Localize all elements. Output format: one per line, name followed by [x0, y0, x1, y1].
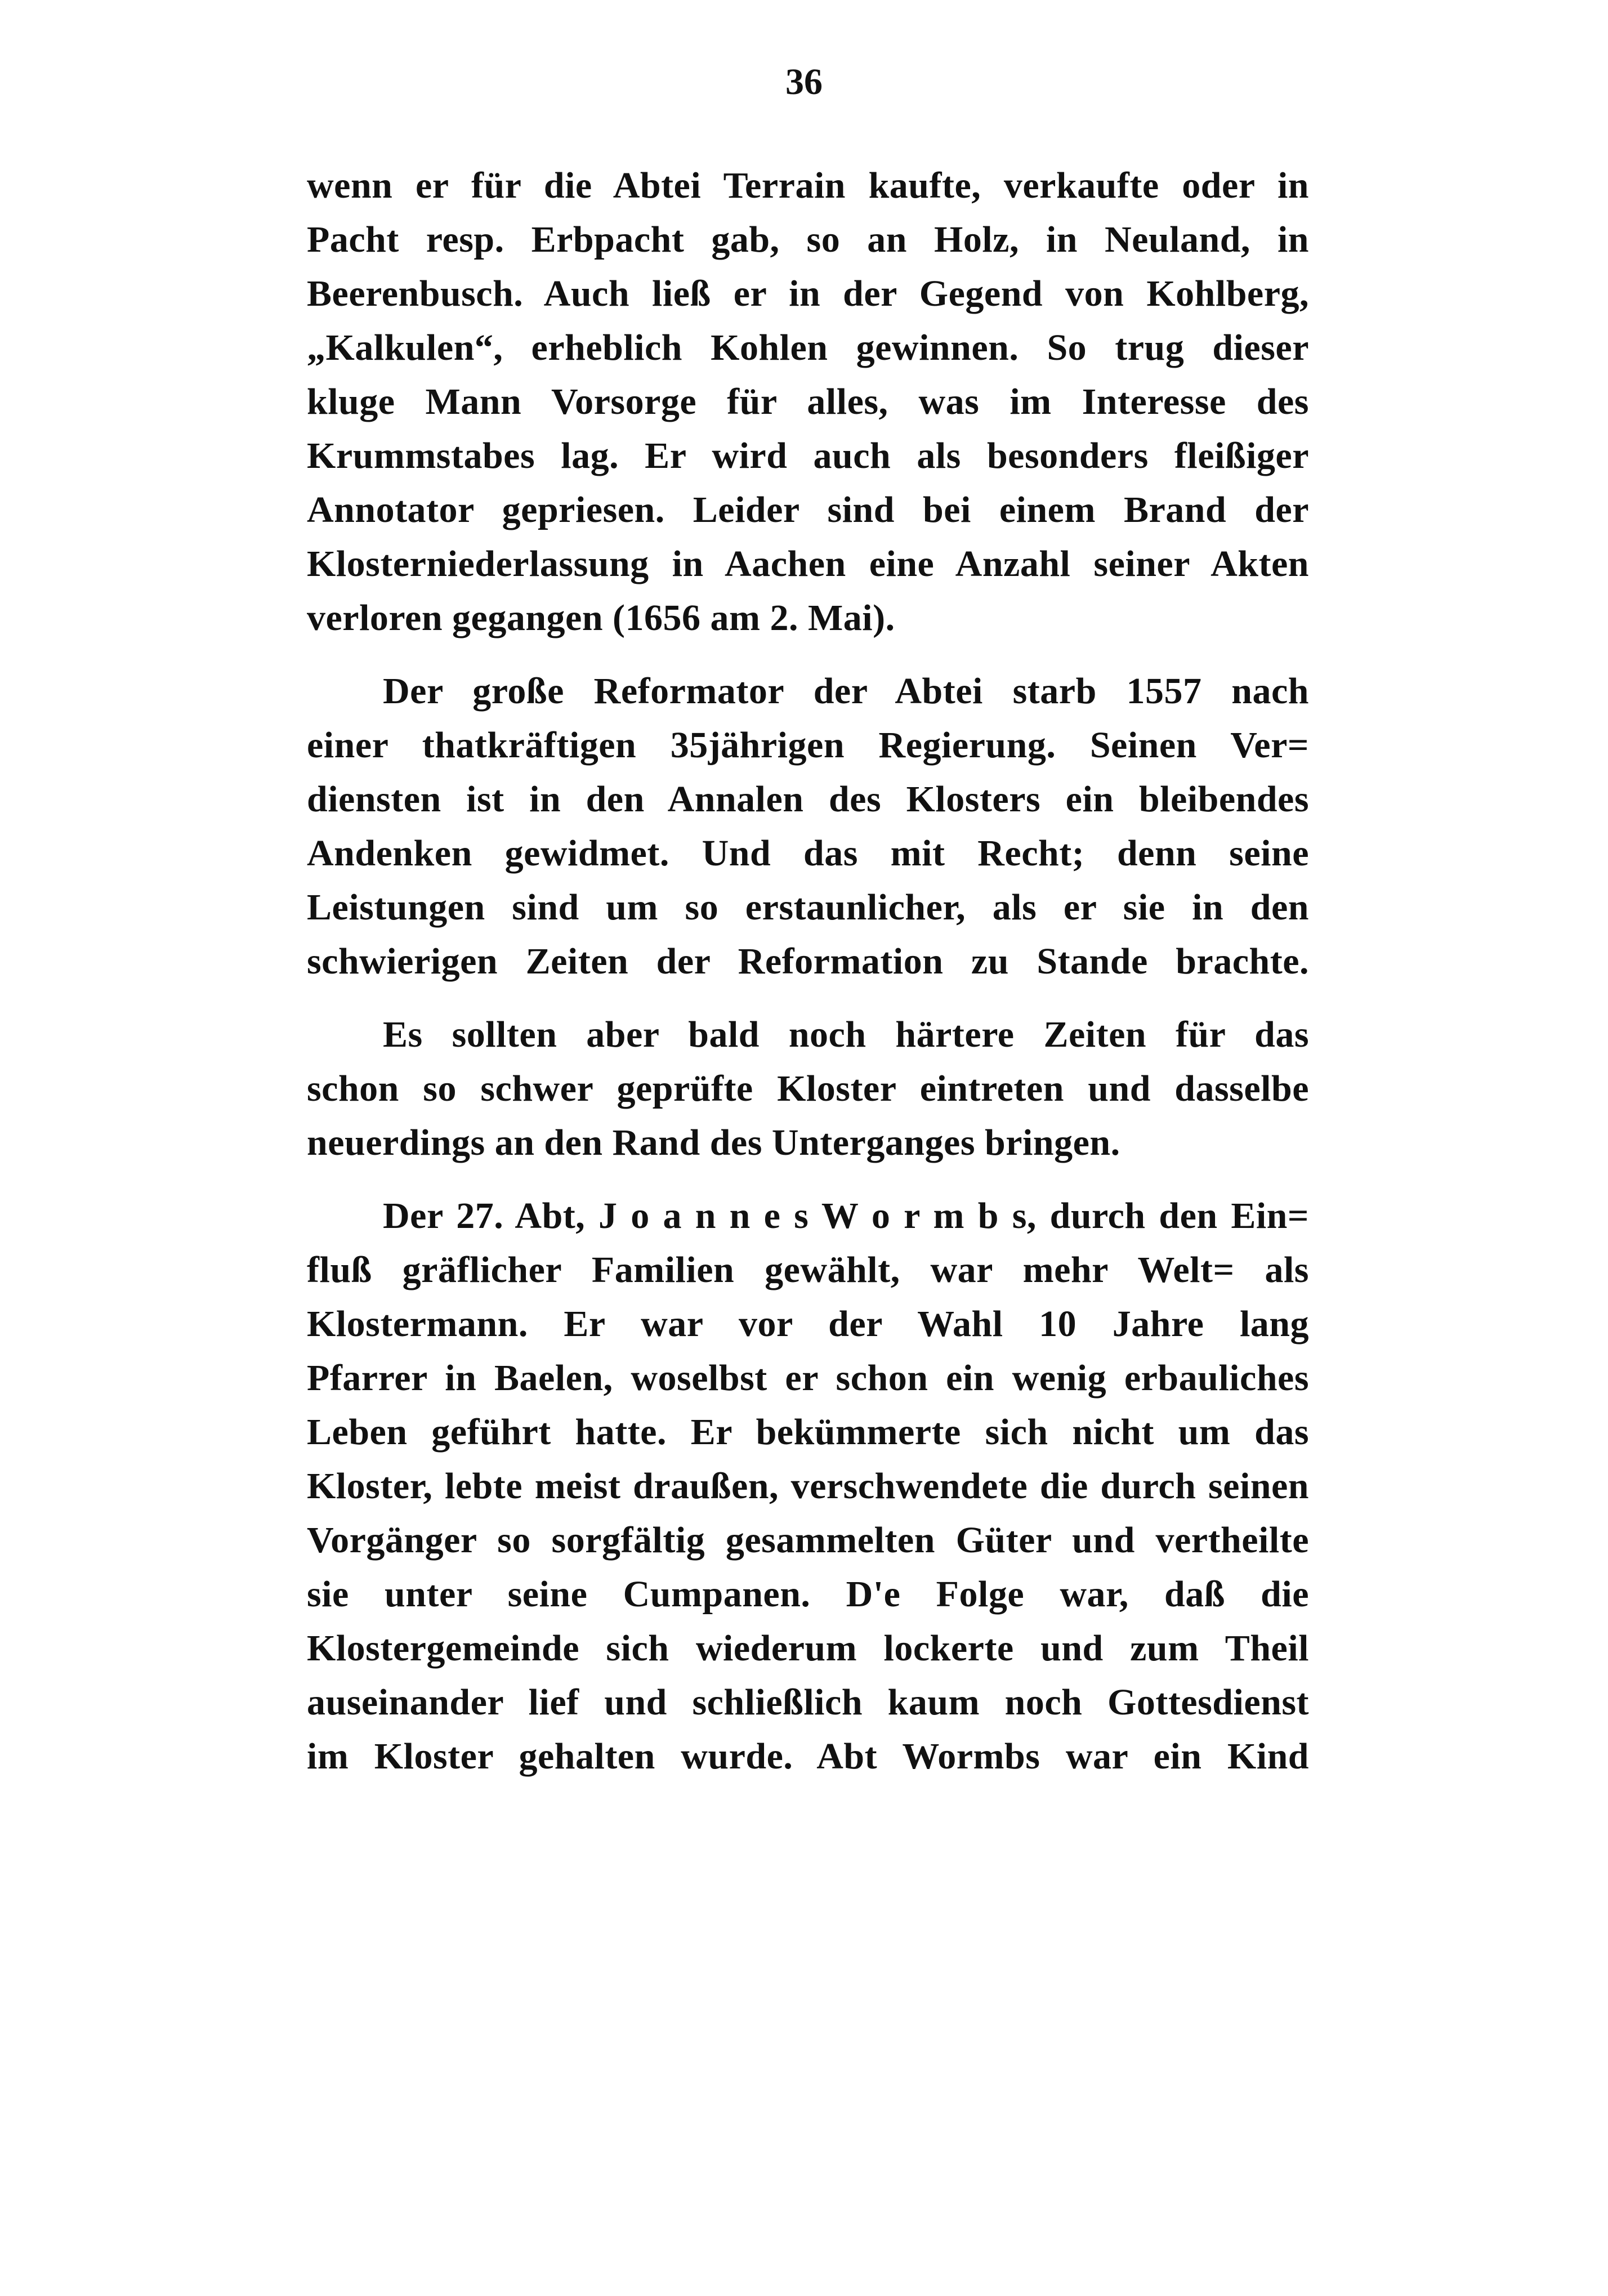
text-line: Andenken gewidmet. Und das mit Recht; denn seine — [307, 833, 1309, 874]
text-line: Pfarrer in Baelen, woselbst er schon ein wenig erbauliches — [307, 1357, 1309, 1399]
text-line: kluge Mann Vorsorge für alles, was im Interesse des — [307, 381, 1309, 422]
text-line: Der 27. Abt, J o a n n e s W o r m b s, durch den Ein= — [383, 1195, 1309, 1236]
text-line: im Kloster gehalten wurde. Abt Wormbs war ein Kind — [307, 1736, 1309, 1777]
text-line: Leistungen sind um so erstaunlicher, als er sie in den — [307, 887, 1309, 928]
text-line: Vorgänger so sorgfältig gesammelten Güter und vertheilte — [307, 1520, 1309, 1561]
text-line: Klostergemeinde sich wiederum lockerte und zum Theil — [307, 1628, 1309, 1669]
text-line: Beerenbusch. Auch ließ er in der Gegend von Kohlberg, — [307, 273, 1309, 314]
text-line: Pacht resp. Erbpacht gab, so an Holz, in Neuland, in — [307, 219, 1309, 260]
text-line: Klosterniederlassung in Aachen eine Anzahl seiner Akten — [307, 543, 1309, 584]
text-line: „Kalkulen“, erheblich Kohlen gewinnen. So trug dieser — [307, 327, 1309, 368]
paragraph — [307, 664, 1309, 989]
paragraph — [307, 1008, 1309, 1170]
text-line: auseinander lief und schließlich kaum noch Gottesdienst — [307, 1682, 1309, 1723]
text-line: Leben geführt hatte. Er bekümmerte sich nicht um das — [307, 1411, 1309, 1453]
paragraph — [307, 1189, 1309, 1784]
text-line: diensten ist in den Annalen des Klosters ein bleibendes — [307, 779, 1309, 820]
text-line: fluß gräflicher Familien gewählt, war mehr Welt= als — [307, 1249, 1309, 1290]
body-text — [307, 159, 1309, 1803]
text-line: Klostermann. Er war vor der Wahl 10 Jahre lang — [307, 1303, 1309, 1344]
text-line: neuerdings an den Rand des Unterganges bringen. — [307, 1122, 1120, 1163]
paragraph — [307, 159, 1309, 645]
text-line: Kloster, lebte meist draußen, verschwendete die durch seinen — [307, 1466, 1309, 1507]
text-line: sie unter seine Cumpanen. D'e Folge war, daß die — [307, 1574, 1309, 1615]
text-line: schwierigen Zeiten der Reformation zu Stande brachte. — [307, 941, 1309, 982]
text-line: verloren gegangen (1656 am 2. Mai). — [307, 597, 895, 638]
text-line: Es sollten aber bald noch härtere Zeiten für das — [383, 1014, 1309, 1055]
text-line: Krummstabes lag. Er wird auch als besonders fleißiger — [307, 435, 1309, 476]
text-line: einer thatkräftigen 35jährigen Regierung. Seinen Ver= — [307, 725, 1309, 766]
text-line: Annotator gepriesen. Leider sind bei einem Brand der — [307, 489, 1309, 530]
text-line: wenn er für die Abtei Terrain kaufte, verkaufte oder in — [307, 165, 1309, 206]
text-line: schon so schwer geprüfte Kloster eintreten und dasselbe — [307, 1068, 1309, 1109]
page-number: 36 — [785, 61, 823, 102]
text-line: Der große Reformator der Abtei starb 1557 nach — [383, 671, 1309, 712]
